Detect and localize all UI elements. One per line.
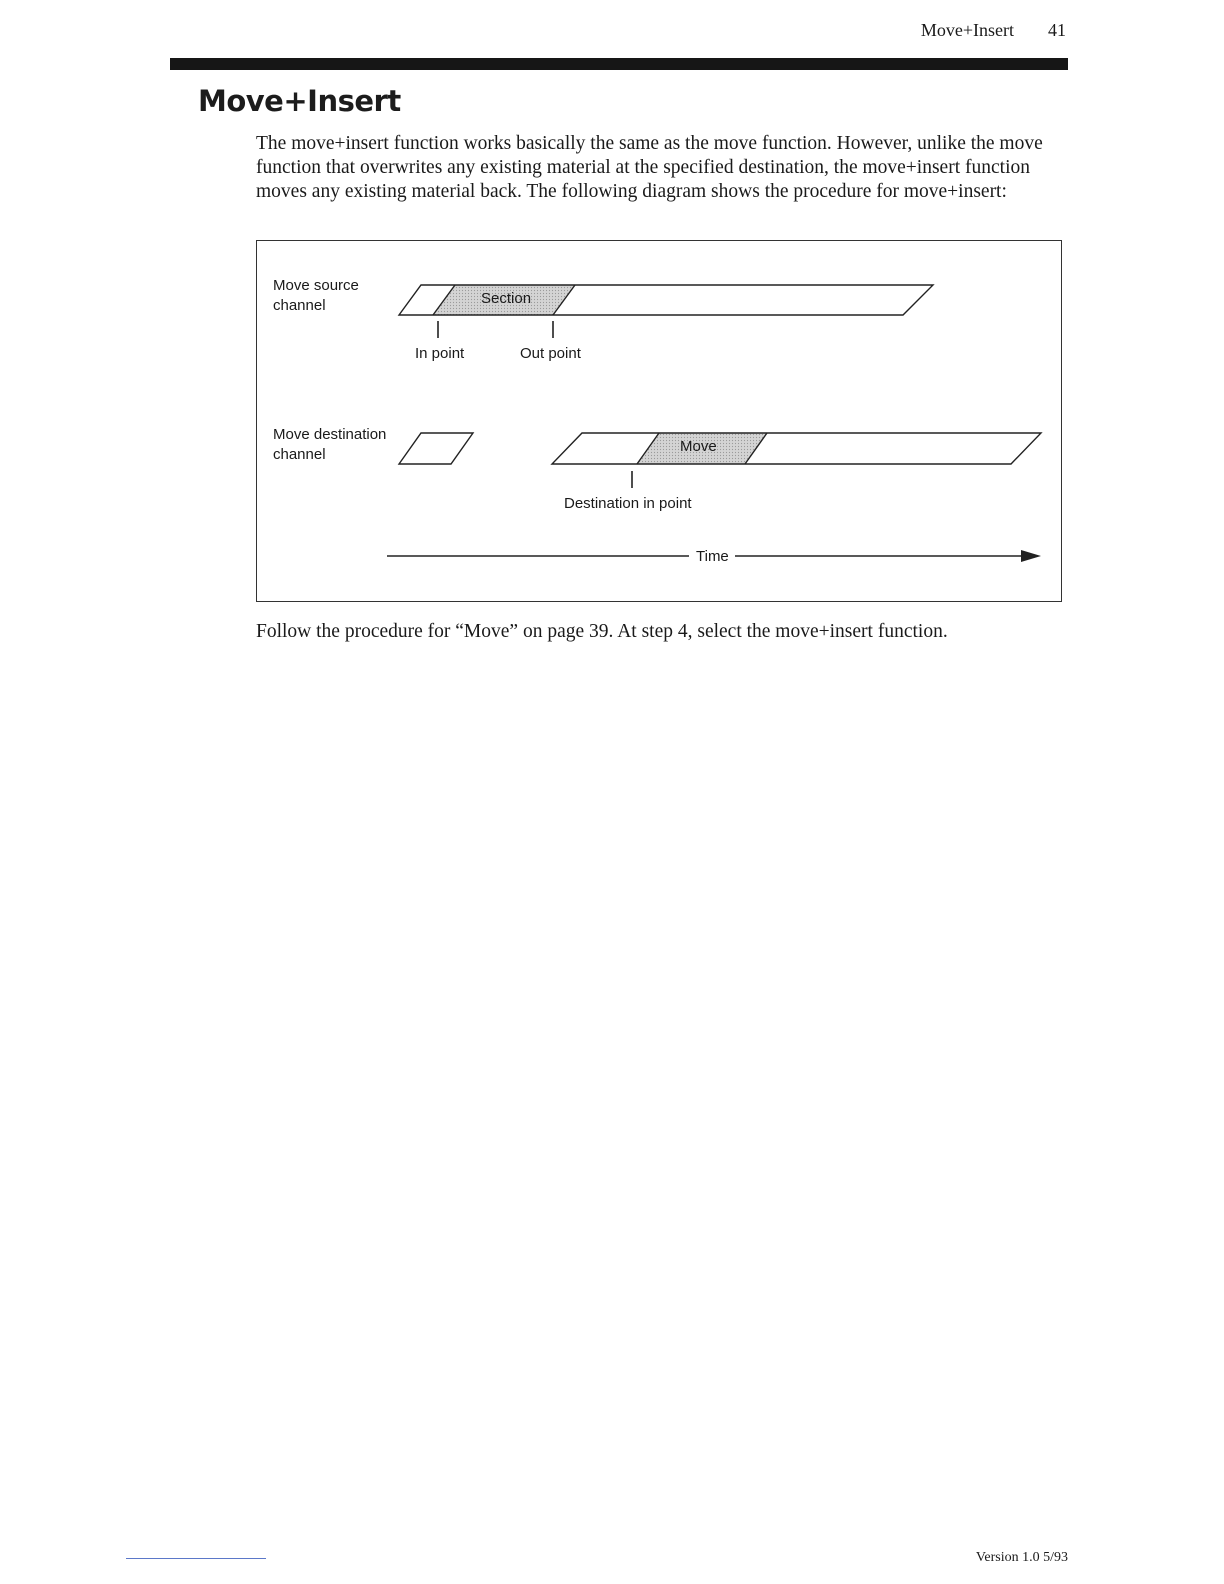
out-point-label: Out point <box>520 345 581 362</box>
footer-rule <box>126 1558 266 1559</box>
time-arrowhead <box>1021 550 1041 562</box>
destination-in-point-label: Destination in point <box>564 495 692 512</box>
version-footer: Version 1.0 5/93 <box>975 1550 1068 1565</box>
running-head <box>921 20 1066 41</box>
move-insert-diagram <box>256 240 1062 602</box>
destination-channel-bar <box>552 433 1041 464</box>
in-point-label: In point <box>415 345 465 362</box>
source-label-line1: Move source <box>273 277 359 294</box>
intro-paragraph: The move+insert function works basically the same as the move function. However, unlike the move function that overwrites any existing material at the specified destination, the move+insert function moves any existing material back. The following diagram shows the procedure for move+insert: <box>256 133 1043 202</box>
running-title: Move+Insert <box>920 20 1014 40</box>
destination-label-line1: Move destination <box>273 426 387 443</box>
page-number: 41 <box>1048 20 1066 40</box>
move-label: Move <box>680 438 717 455</box>
diagram-canvas <box>257 241 1063 603</box>
destination-label-line2: channel <box>273 446 326 463</box>
destination-fragment <box>399 433 473 464</box>
header-rule <box>170 58 1068 70</box>
section-title: Move+Insert <box>198 84 401 118</box>
source-label-line2: channel <box>273 297 326 314</box>
time-label: Time <box>696 548 729 565</box>
section-label: Section <box>481 290 532 307</box>
follow-up-paragraph: Follow the procedure for “Move” on page 39. At step 4, select the move+insert function. <box>256 621 948 642</box>
